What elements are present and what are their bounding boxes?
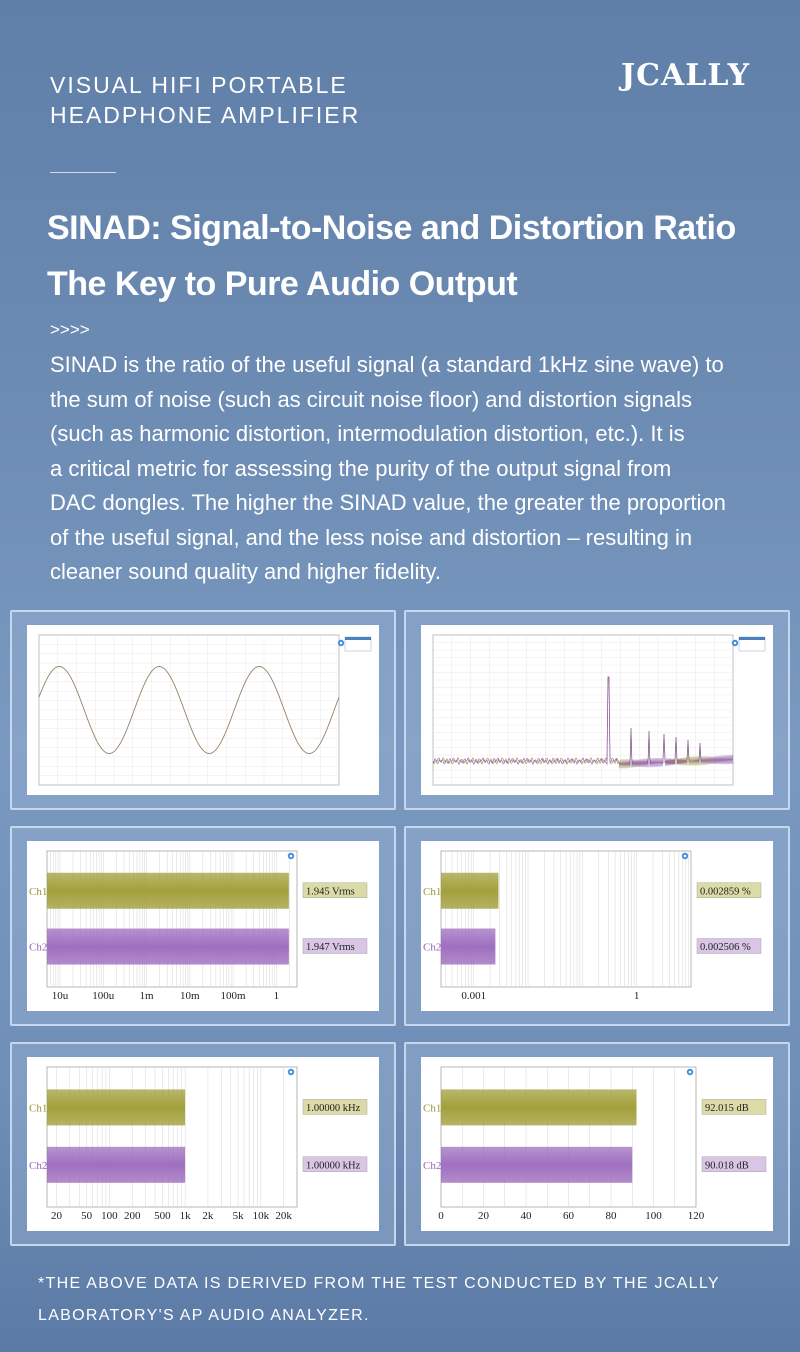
panel-sinad bbox=[404, 1042, 790, 1246]
description-line: DAC dongles. The higher the SINAD value, the greater the proportion bbox=[50, 490, 726, 515]
ap-badge-icon-dot bbox=[734, 642, 737, 645]
x-tick-label: 10u bbox=[51, 990, 69, 1002]
x-tick-label: 10m bbox=[180, 990, 200, 1002]
description-line: (such as harmonic distortion, intermodulation distortion, etc.). It is bbox=[50, 421, 685, 446]
divider bbox=[50, 172, 116, 173]
x-tick-label: 50 bbox=[81, 1210, 93, 1222]
channel-label: Ch1 bbox=[29, 885, 48, 898]
x-tick-label: 1 bbox=[633, 990, 640, 1002]
description bbox=[50, 348, 780, 590]
title-line-1: SINAD: Signal-to-Noise and Distortion Ratio bbox=[47, 209, 736, 247]
product-subtitle bbox=[50, 70, 360, 130]
value-label: 1.947 Vrms bbox=[306, 942, 355, 954]
frequency-plot bbox=[27, 1057, 379, 1231]
fft-plot bbox=[421, 625, 773, 795]
x-tick-label: 100m bbox=[220, 990, 246, 1002]
subtitle-line-1: VISUAL HIFI PORTABLE bbox=[50, 72, 348, 98]
value-label: 0.002506 % bbox=[700, 942, 751, 954]
frequency-chart bbox=[27, 1057, 379, 1231]
legend-header bbox=[345, 637, 371, 640]
waveform-chart bbox=[27, 625, 379, 795]
value-label: 1.00000 kHz bbox=[306, 1160, 361, 1172]
ap-badge-icon-dot bbox=[290, 855, 293, 858]
panel-thd bbox=[404, 826, 790, 1026]
x-tick-label: 20 bbox=[478, 1210, 489, 1222]
bar-ch2 bbox=[441, 1147, 632, 1183]
sinad-plot bbox=[421, 1057, 773, 1231]
x-tick-label: 0 bbox=[438, 1210, 444, 1222]
plot-area bbox=[47, 851, 297, 987]
value-label: 1.945 Vrms bbox=[306, 886, 355, 898]
channel-label: Ch1 bbox=[29, 1102, 48, 1115]
value-label: 1.00000 kHz bbox=[306, 1102, 361, 1114]
x-tick-label: 100u bbox=[92, 990, 115, 1002]
x-tick-label: 120 bbox=[687, 1210, 705, 1222]
bar-ch1 bbox=[441, 1089, 637, 1125]
bar-ch1 bbox=[441, 873, 498, 909]
x-tick-label: 200 bbox=[123, 1210, 141, 1222]
x-tick-label: 500 bbox=[154, 1210, 171, 1222]
channel-label: Ch2 bbox=[29, 1159, 48, 1172]
x-tick-label: 5k bbox=[232, 1210, 244, 1222]
channel-label: Ch2 bbox=[423, 1159, 442, 1172]
x-tick-label: 40 bbox=[520, 1210, 532, 1222]
x-tick-label: 80 bbox=[605, 1210, 617, 1222]
bar-ch1 bbox=[47, 873, 289, 909]
description-line: SINAD is the ratio of the useful signal (a standard 1kHz sine wave) to bbox=[50, 352, 724, 377]
x-tick-label: 10k bbox=[252, 1210, 270, 1222]
x-tick-label: 20 bbox=[50, 1210, 62, 1222]
x-tick-label: 100 bbox=[101, 1210, 118, 1222]
footnote bbox=[38, 1268, 768, 1332]
sinad-chart bbox=[421, 1057, 773, 1231]
panel-output-level bbox=[10, 826, 396, 1026]
footnote-line-1: *THE ABOVE DATA IS DERIVED FROM THE TEST CONDUCTED BY THE JCALLY bbox=[38, 1275, 720, 1292]
page-title bbox=[47, 200, 736, 312]
ap-badge-icon-dot bbox=[340, 642, 343, 645]
channel-label: Ch2 bbox=[423, 941, 442, 954]
x-tick-label: 100 bbox=[645, 1210, 662, 1222]
description-line: cleaner sound quality and higher fidelity. bbox=[50, 559, 441, 584]
output-level-chart bbox=[27, 841, 379, 1011]
bar-ch2 bbox=[441, 929, 495, 965]
value-label: 90.018 dB bbox=[705, 1160, 749, 1172]
channel-label: Ch1 bbox=[423, 1102, 442, 1115]
x-tick-label: 60 bbox=[563, 1210, 574, 1222]
description-line: the sum of noise (such as circuit noise floor) and distortion signals bbox=[50, 386, 692, 412]
subtitle-line-2: HEADPHONE AMPLIFIER bbox=[50, 102, 361, 128]
x-tick-label: 1 bbox=[273, 990, 280, 1002]
brand-logo: JCALLY bbox=[620, 58, 750, 93]
output-level-plot bbox=[27, 841, 379, 1011]
channel-label: Ch2 bbox=[29, 941, 48, 954]
x-tick-label: 2k bbox=[202, 1210, 214, 1222]
x-tick-label: 1k bbox=[179, 1210, 191, 1222]
title-line-2: The Key to Pure Audio Output bbox=[47, 265, 518, 303]
thd-chart bbox=[421, 841, 773, 1011]
footnote-line-2: LABORATORY'S AP AUDIO ANALYZER. bbox=[38, 1307, 370, 1324]
panel-waveform bbox=[10, 610, 396, 810]
x-tick-label: 1m bbox=[139, 990, 154, 1002]
x-tick-label: 0.001 bbox=[461, 990, 487, 1002]
ap-badge-icon-dot bbox=[689, 1071, 692, 1074]
ap-badge-icon-dot bbox=[684, 855, 687, 858]
value-label: 92.015 dB bbox=[705, 1102, 749, 1114]
waveform-plot bbox=[27, 625, 379, 795]
bar-ch2 bbox=[47, 1147, 185, 1183]
panel-frequency bbox=[10, 1042, 396, 1246]
description-line: a critical metric for assessing the purity of the output signal from bbox=[50, 455, 672, 481]
fft-chart bbox=[421, 625, 773, 795]
panel-fft bbox=[404, 610, 790, 810]
channel-label: Ch1 bbox=[423, 885, 442, 898]
arrows-marker: >>>> bbox=[50, 320, 90, 339]
plot-area bbox=[47, 1067, 297, 1207]
bar-ch1 bbox=[47, 1089, 185, 1125]
legend-header bbox=[739, 637, 765, 640]
ap-badge-icon-dot bbox=[290, 1071, 293, 1074]
value-label: 0.002859 % bbox=[700, 886, 751, 898]
thd-plot bbox=[421, 841, 773, 1011]
description-line: of the useful signal, and the less noise and distortion – resulting in bbox=[50, 524, 693, 550]
x-tick-label: 20k bbox=[275, 1210, 292, 1222]
bar-ch2 bbox=[47, 929, 289, 965]
